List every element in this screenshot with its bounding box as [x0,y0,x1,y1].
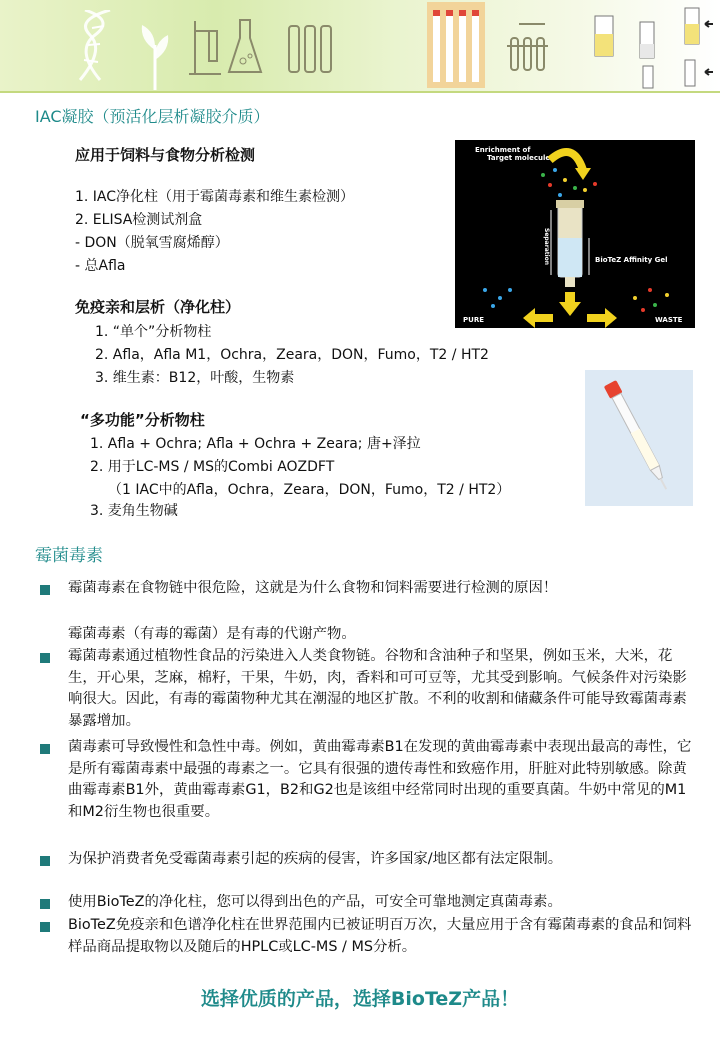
bullet-icon [40,899,50,909]
gel-label: BioTeZ Affinity Gel [595,256,668,264]
immuno-heading: 免疫亲和层析（净化柱） [75,298,241,316]
multi-heading: “多功能”分析物柱 [80,411,205,429]
footer-slogan: 选择优质的产品，选择BioTeZ产品！ [200,988,520,1010]
multi-item: 2. 用于LC-MS / MS的Combi AOZDFT [90,459,335,475]
paragraph: 霉菌毒素在食物链中很危险，这就是为什么食物和饲料需要进行检测的原因！ [68,580,558,596]
immuno-item: 3. 维生素：B12，叶酸，生物素 [95,370,295,386]
paragraph: 菌毒素可导致慢性和急性中毒。例如，黄曲霉毒素B1在发现的黄曲霉毒素中表现出最高的毒性，它是所有霉菌毒素中最强的毒素之一。它具有很强的遗传毒性和致癌作用，肝脏对此特别敏感。除黄曲霉毒素B1外，黄曲霉毒素G1，B2和G2也是该组中经常同时出现的重要真菌。牛奶中常见的M1和M2衍生物也很重要。 [68,739,692,820]
procedure-diagram-icon [585,4,715,90]
immuno-item: 1. “单个”分析物柱 [95,324,212,340]
sprout-icon [140,20,170,90]
affinity-gel-figure [455,140,695,328]
flask-icon [225,16,265,78]
test-tubes-icon [285,16,335,78]
pure-molecules [483,288,512,308]
columns-photo-icon [427,2,485,88]
paragraph: 霉菌毒素（有毒的霉菌）是有毒的代谢产物。 [68,626,356,642]
waste-molecules [633,288,669,312]
header-banner [0,0,720,92]
paragraph: BioTeZ免疫亲和色谱净化柱在世界范围内已被证明百万次，大量应用于含有霉菌毒素的食品和饲料样品商品提取物以及随后的HPLC或LC-MS / MS分析。 [68,917,692,955]
list1-item: 2. ELISA检测试剂盒 [75,212,203,228]
lab-stand-icon [185,16,225,78]
figure-enrichment-label: Enrichment of Target molecules [475,146,555,162]
paragraph: 霉菌毒素通过植物性食品的污染进入人类食物链。谷物和含油种子和坚果，例如玉米，大米，花生，开心果，芝麻，棉籽，干果，牛奶，肉，香料和可可豆等，尤其受到影响。气候条件对污染影响很大。因此，有毒的霉菌物种尤其在潮湿的地区扩散。不利的收割和储藏条件可能导致霉菌毒素暴露增加。 [68,648,687,729]
pure-label: PURE [463,316,484,324]
waste-label: WASTE [655,316,683,324]
bullet-icon [40,922,50,932]
molecule-dots [541,168,597,197]
bullet-icon [40,585,50,595]
tube-rack-icon [505,16,550,78]
banner-divider [0,91,720,93]
paragraph: 为保护消费者免受霉菌毒素引起的疾病的侵害，许多国家/地区都有法定限制。 [68,851,563,867]
page-subtitle: 应用于饲料与食物分析检测 [75,146,256,164]
down-arrow [559,302,581,316]
list1-item: - DON（脱氧雪腐烯醇） [75,235,229,251]
multi-item: （1 IAC中的Afla，Ochra，Zeara，DON，Fumo，T2 / HT2） [108,482,511,498]
multi-item: 3. 麦角生物碱 [90,503,178,519]
paragraph: 使用BioTeZ的净化柱，您可以得到出色的产品，可安全可靠地测定真菌毒素。 [68,894,562,910]
immuno-item: 2. Afla，Afla M1，Ochra，Zeara，DON，Fumo，T2 / HT2 [95,347,489,363]
left-arrow [523,308,553,328]
bullet-icon [40,744,50,754]
multi-item: 1. Afla + Ochra; Afla + Ochra + Zeara; 唐+泽拉 [90,436,421,452]
separation-label: Separation [543,228,550,266]
bullet-icon [40,856,50,866]
enrichment-arrow [550,152,583,170]
mycotoxin-heading: 霉菌毒素 [35,546,103,566]
right-arrow [587,308,617,328]
column-photo [585,370,693,506]
dna-icon [70,10,140,88]
bullet-icon [40,653,50,663]
page-title: IAC凝胶（预活化层析凝胶介质） [35,107,270,126]
list1-item: 1. IAC净化柱（用于霉菌毒素和维生素检测） [75,189,355,205]
list1-item: - 总Afla [75,258,126,274]
